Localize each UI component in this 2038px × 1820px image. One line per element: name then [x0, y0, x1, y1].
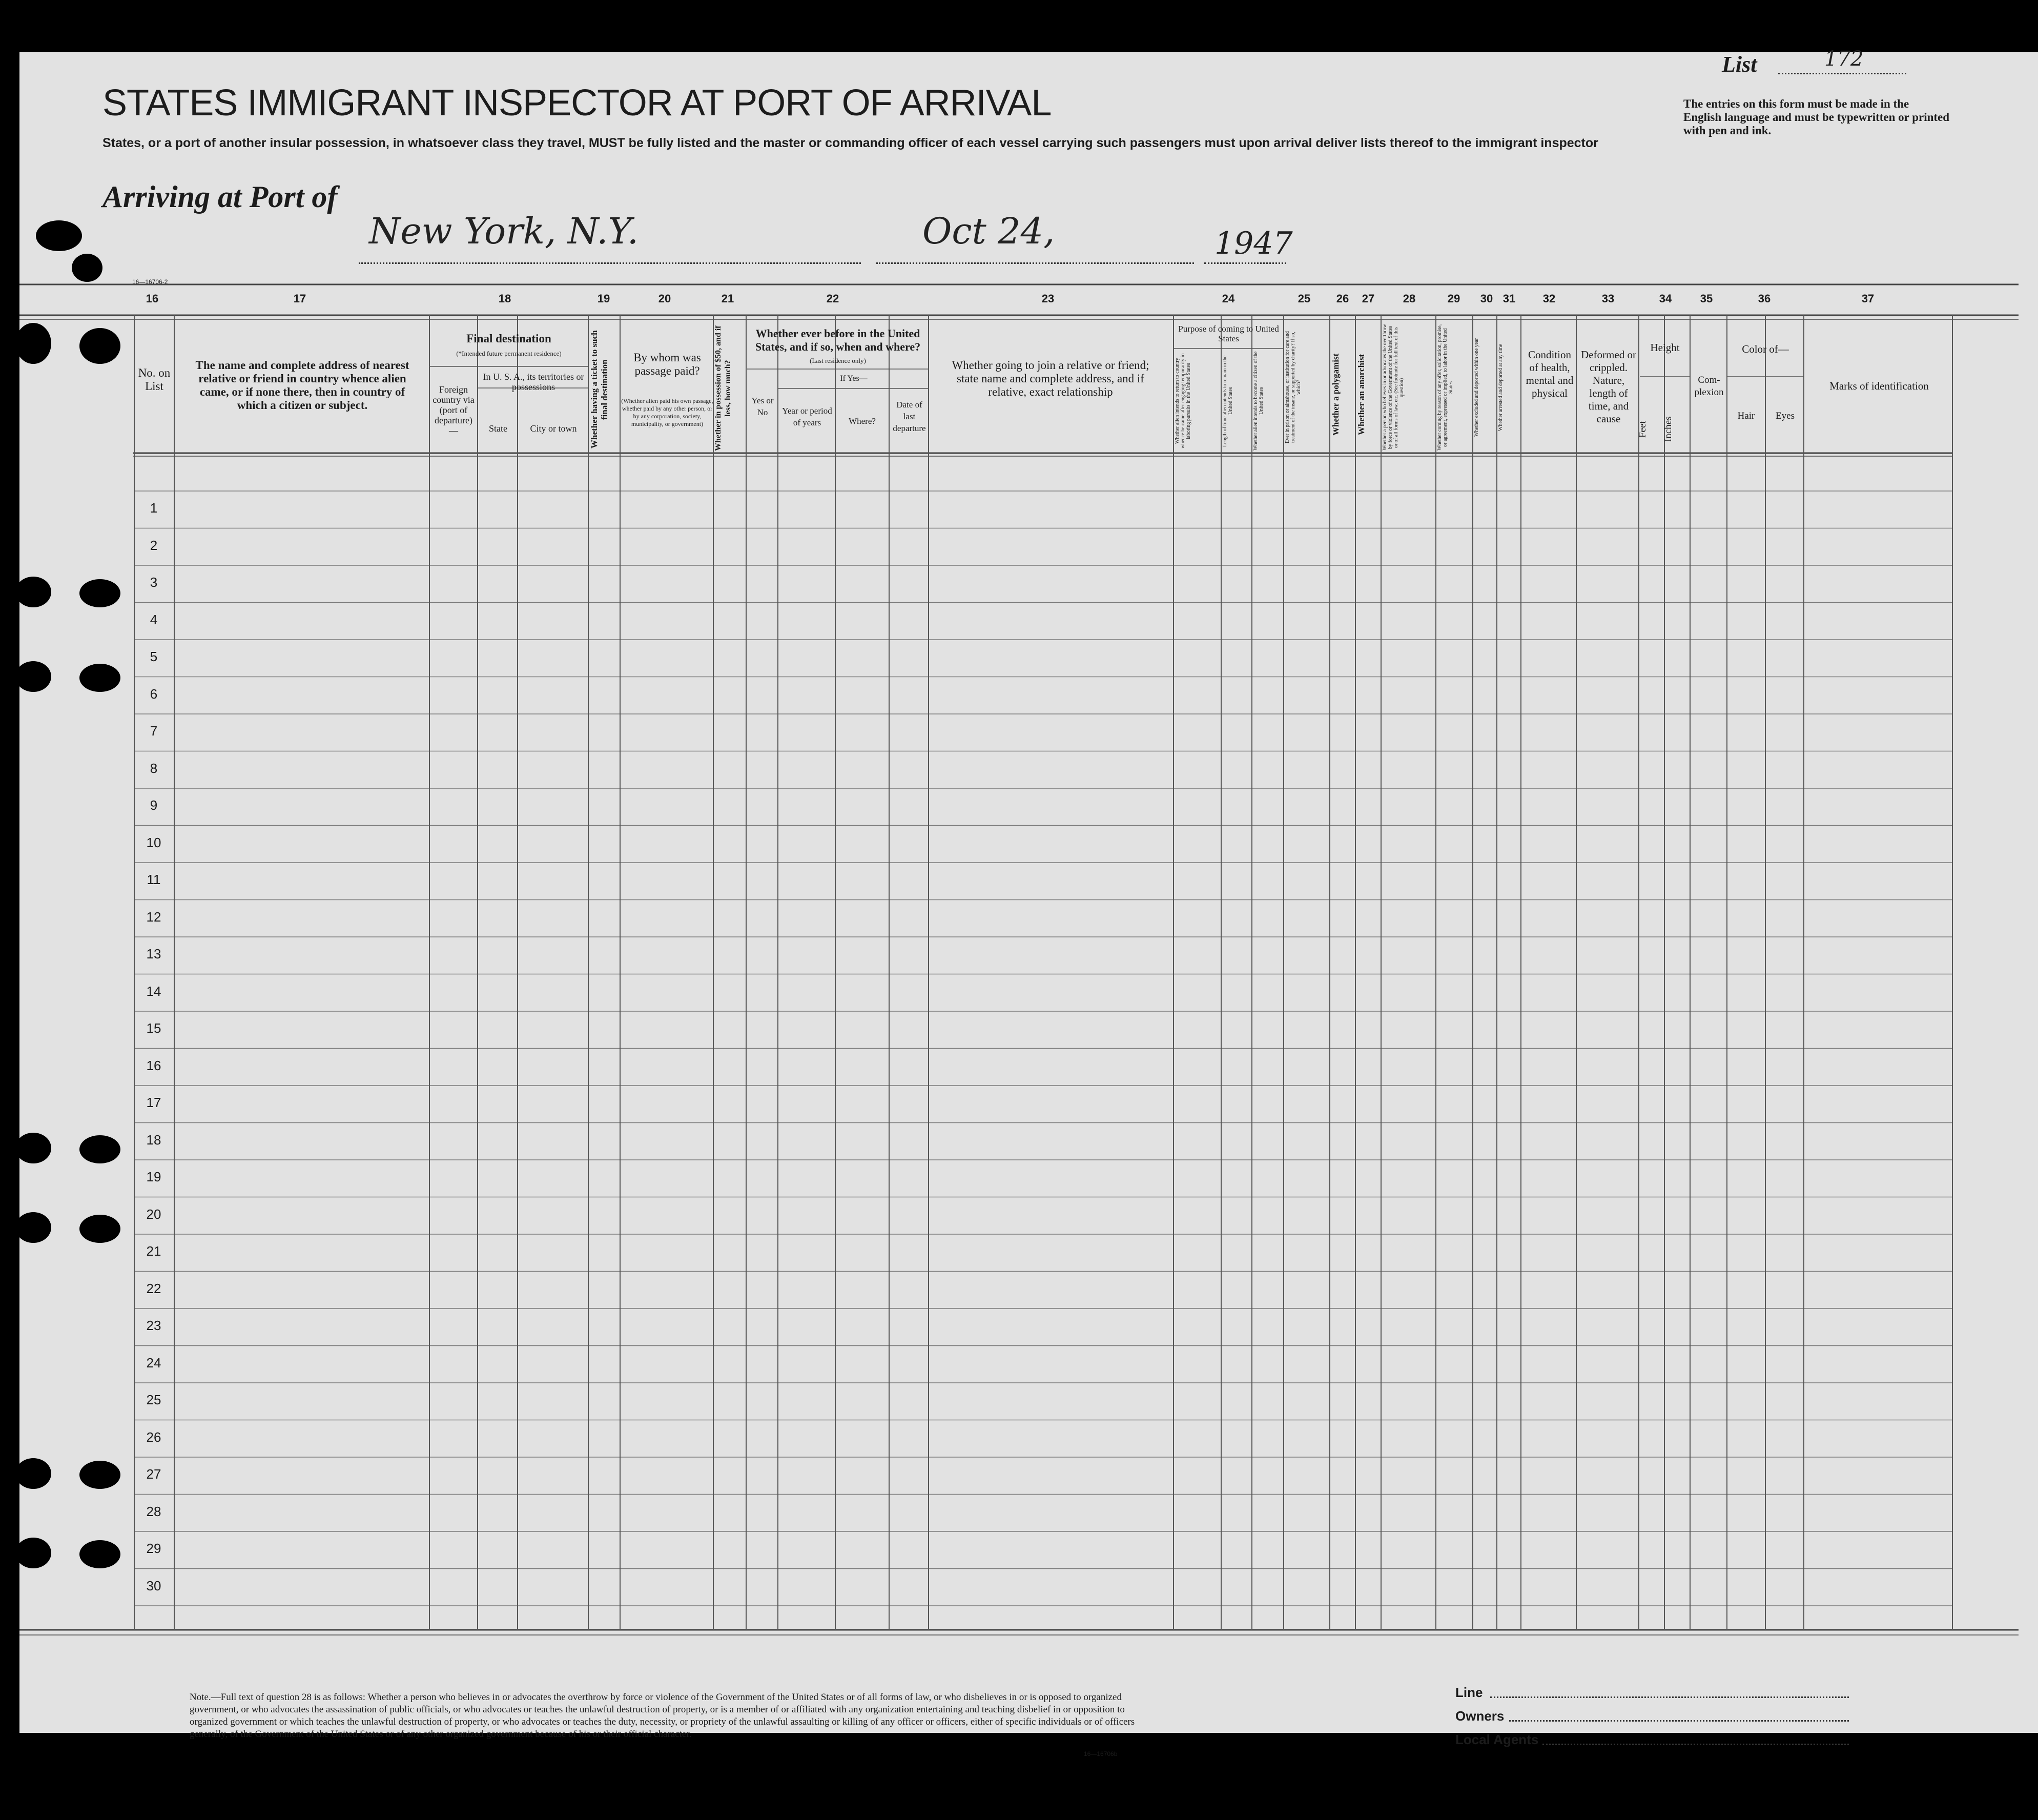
- col-number-36: 36: [1758, 292, 1771, 305]
- city-header: City or town: [530, 423, 577, 434]
- last-residence-note: (Last residence only): [810, 357, 866, 364]
- owners-field[interactable]: [1509, 1720, 1849, 1722]
- row-number: 18: [146, 1132, 161, 1148]
- year-value: 1947: [1214, 226, 1293, 261]
- owners-label: Owners: [1455, 1708, 1505, 1724]
- date-departure-header: Date of last departure: [893, 400, 926, 433]
- col-number-29: 29: [1447, 292, 1460, 305]
- col-number-27: 27: [1362, 292, 1375, 305]
- polygamist-header: Whether a polygamist: [1331, 353, 1341, 436]
- punch-hole: [79, 1215, 120, 1243]
- nearest-relative-header: The name and complete address of nearest relative or friend in country whence alien came, or if none there, then in country of which a citizen or subject.: [195, 359, 409, 412]
- col-number-31: 31: [1502, 292, 1516, 305]
- row-number: 28: [146, 1503, 161, 1519]
- row-number: 29: [146, 1541, 161, 1556]
- purpose-citizen-header: Whether alien intends to become a citizen of the United States: [1253, 351, 1264, 451]
- col-number-20: 20: [658, 292, 671, 305]
- foreign-country-header: Foreign country via (port of departure)—: [433, 384, 475, 436]
- height-header: Height: [1650, 341, 1680, 354]
- arriving-label: Arriving at Port of: [102, 180, 338, 214]
- row-number: 10: [146, 834, 161, 850]
- local-agents-field[interactable]: [1542, 1744, 1849, 1745]
- col-number-34: 34: [1659, 292, 1672, 305]
- row-number: 9: [150, 797, 158, 813]
- ever-before-header: Whether ever before in the United States, and if so, when and where?: [755, 327, 921, 353]
- punch-hole: [15, 1458, 51, 1489]
- question-29-header: Whether coming by reason of any offer, solicitation, promise, or agreement, expressed or implied, to labor in the United States: [1437, 324, 1454, 451]
- form-instructions: The entries on this form must be made in the English language and must be typewritten or printed with pen and ink.: [1683, 97, 1950, 137]
- punch-hole: [36, 220, 82, 251]
- year-period-header: Year or period of years: [782, 406, 832, 427]
- line-field[interactable]: [1490, 1696, 1849, 1698]
- row-number: 23: [146, 1318, 161, 1333]
- punch-hole: [15, 661, 51, 692]
- col-number-25: 25: [1298, 292, 1311, 305]
- line-label: Line: [1455, 1685, 1483, 1700]
- list-number: 172: [1824, 47, 1864, 71]
- punch-hole: [79, 1540, 120, 1568]
- in-usa-header: In U. S. A., its territories or possessions: [483, 372, 584, 392]
- complexion-header: Com- plexion: [1694, 375, 1724, 398]
- col-number-22: 22: [826, 292, 839, 305]
- col-number-28: 28: [1403, 292, 1416, 305]
- row-number: 1: [150, 500, 158, 516]
- passage-paid-header: By whom was passage paid?: [633, 351, 701, 377]
- local-agents-label: Local Agents: [1455, 1732, 1539, 1747]
- row-number: 7: [150, 723, 158, 739]
- row-number: 27: [146, 1466, 161, 1482]
- punch-hole: [72, 254, 102, 282]
- punch-hole: [79, 328, 120, 364]
- prison-header: Ever in prison or almshouse, or institution for care and treatment of the insane, or supported by charity? If so, which?: [1285, 331, 1302, 444]
- inches-header: Inches: [1663, 416, 1674, 442]
- list-label: List: [1722, 52, 1757, 77]
- col-number-24: 24: [1222, 292, 1235, 305]
- col-number-16: 16: [146, 292, 159, 305]
- col-number-33: 33: [1601, 292, 1615, 305]
- col-number-32: 32: [1542, 292, 1556, 305]
- color-of-header: Color of—: [1742, 343, 1789, 355]
- question-30-header: Whether excluded and deported within one year: [1474, 338, 1479, 437]
- row-number: 4: [150, 611, 158, 627]
- row-number: 26: [146, 1429, 161, 1445]
- row-number: 22: [146, 1280, 161, 1296]
- col-number-37: 37: [1861, 292, 1875, 305]
- row-number: 11: [147, 872, 161, 887]
- condition-header: Condition of health, mental and physical: [1526, 349, 1574, 399]
- row-number: 15: [146, 1020, 161, 1036]
- punch-hole: [15, 577, 51, 607]
- purpose-length-header: Length of time alien intends to remain in the United States: [1222, 355, 1233, 447]
- footnote-question-28: Note.—Full text of question 28 is as follows: Whether a person who believes in or advocates the overthrow by force or violence of the Government of the United States or of all forms of law, or who disbelieves in or is opposed to organized government, or who advocates the assassination of public officials, or who advocates or teaches the unlawful destruction of property, or is a member of or affiliated with any organization entertaining and teaching disbelief in or opposition to organized government or which teaches the unlawful destruction of property, or who advocates or teaches the duty, necessity, or propriety of the unlawful assaulting or killing of any officer or officers, either of specific individuals or of officers generally, of the Government of the United States or of any other organized government because of his or their official character.: [190, 1692, 1135, 1740]
- join-relative-header: Whether going to join a relative or friend; state name and complete address, and if relative, exact relationship: [952, 359, 1149, 398]
- col-number-35: 35: [1700, 292, 1713, 305]
- possession-50-header: Whether in possession of $50, and if less, how much?: [714, 325, 732, 451]
- punch-hole: [79, 1461, 120, 1489]
- where-header: Where?: [849, 416, 876, 426]
- deformed-header: Deformed or crippled. Nature, length of time, and cause: [1581, 349, 1636, 425]
- form-number-bottom: 16—16706b: [1084, 1750, 1118, 1757]
- col-number-26: 26: [1336, 292, 1349, 305]
- row-number: 19: [146, 1169, 161, 1184]
- date-value: Oct 24,: [922, 210, 1055, 252]
- hair-header: Hair: [1737, 411, 1755, 421]
- row-number: 12: [146, 909, 161, 925]
- row-number: 6: [150, 686, 158, 702]
- punch-hole: [15, 1133, 51, 1163]
- col-number-17: 17: [293, 292, 306, 305]
- punch-hole: [15, 1538, 51, 1568]
- punch-hole: [79, 1135, 120, 1163]
- row-number: 25: [146, 1392, 161, 1407]
- row-number: 3: [150, 575, 158, 590]
- form-number-top: 16—16706-2: [132, 278, 168, 285]
- punch-hole: [15, 323, 51, 364]
- row-number: 20: [146, 1206, 161, 1222]
- marks-header: Marks of identification: [1829, 380, 1929, 392]
- final-destination-header: Final destination: [466, 332, 551, 345]
- eyes-header: Eyes: [1776, 411, 1795, 421]
- punch-hole: [79, 664, 120, 692]
- row-number: 8: [150, 760, 158, 776]
- ticket-header: Whether having a ticket to such final destination: [589, 330, 609, 449]
- passage-note: (Whether alien paid his own passage, whether paid by any other person, or by any corporation, society, municipality, or government): [621, 397, 713, 427]
- row-number: 5: [150, 649, 158, 664]
- row-number: 17: [146, 1095, 161, 1110]
- row-number: 21: [146, 1243, 161, 1259]
- col-number-23: 23: [1041, 292, 1055, 305]
- anarchist-header: Whether an anarchist: [1356, 354, 1366, 436]
- col-number-18: 18: [498, 292, 511, 305]
- purpose-header: Purpose of coming to United States: [1178, 324, 1279, 343]
- purpose-return-header: Whether alien intends to return to country whence he came after engaging temporarily in laboring pursuits in the United States: [1175, 353, 1191, 449]
- final-destination-note: (*Intended future permanent residence): [456, 350, 562, 357]
- row-number: 13: [146, 946, 161, 962]
- row-number: 14: [146, 983, 161, 999]
- page-title: STATES IMMIGRANT INSPECTOR AT PORT OF ARRIVAL: [102, 83, 1052, 124]
- page-subtitle: States, or a port of another insular possession, in whatsoever class they travel, MUST be fully listed and the master or commanding officer of each vessel carrying such passengers must upon arrival deliver lists thereof to the immigrant inspector: [102, 136, 1598, 150]
- punch-hole: [79, 579, 120, 607]
- punch-hole: [15, 1212, 51, 1243]
- row-number: 24: [146, 1355, 161, 1371]
- feet-header: Feet: [1637, 421, 1648, 438]
- state-header: State: [489, 423, 507, 434]
- port-value: New York, N.Y.: [369, 210, 639, 252]
- yes-no-header: Yes or No: [751, 396, 774, 417]
- col-number-21: 21: [721, 292, 734, 305]
- if-yes-header: If Yes—: [840, 374, 868, 383]
- row-number: 16: [146, 1057, 161, 1073]
- question-28-header: Whether a person who believes in or advocates the overthrow by force or violence of the Government of the United States or of all forms of law, etc. (See footnote for full text of this question): [1382, 324, 1405, 451]
- row-number: 2: [150, 537, 158, 553]
- row-number: 30: [146, 1578, 161, 1593]
- col-number-19: 19: [597, 292, 610, 305]
- question-31-header: Whether arrested and deported at any time: [1498, 344, 1504, 431]
- no-on-list-header: No. on List: [138, 366, 171, 393]
- col-number-30: 30: [1480, 292, 1493, 305]
